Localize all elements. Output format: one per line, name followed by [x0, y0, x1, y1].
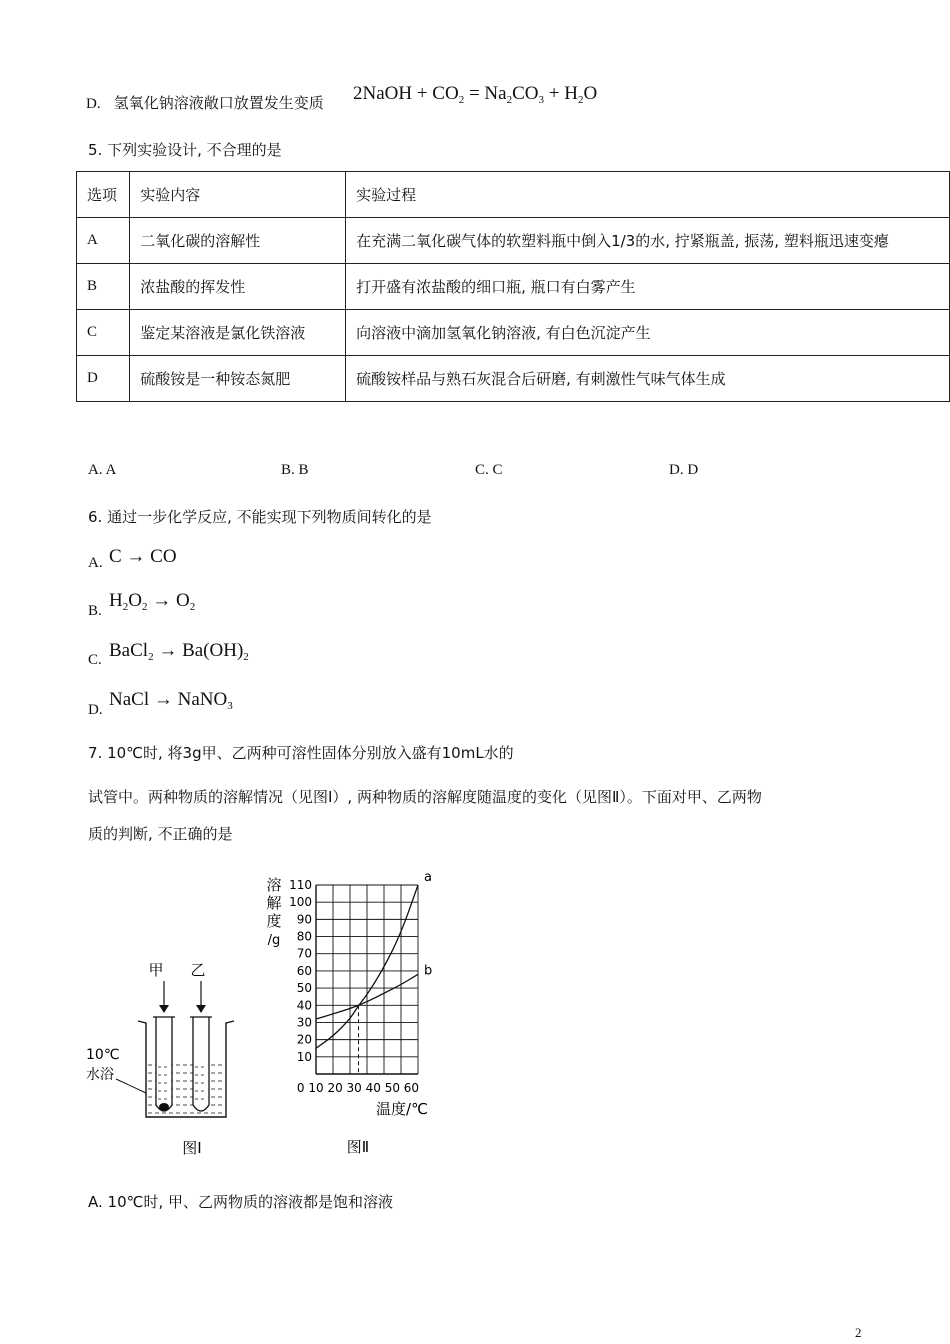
q5-choice-b[interactable]: B. B [281, 462, 309, 478]
table-header-row [77, 172, 950, 218]
table-header-cell: 实验过程 [346, 172, 950, 218]
y-axis-label [266, 876, 281, 948]
label-water-bath: 水浴 [86, 1067, 114, 1083]
q4-option-d-letter: D. [86, 96, 101, 112]
undissolved-solid [159, 1103, 169, 1111]
q7-stem-line1: 7. 10℃时, 将3g甲、乙两种可溶性固体分别放入盛有10mL水的 [88, 744, 514, 762]
q4-option-d [86, 92, 324, 113]
table-cell-option: C [77, 310, 130, 356]
figure-2-solubility-chart [258, 868, 448, 1160]
y-tick-label: 80 [296, 929, 312, 944]
y-label-char: 溶 [266, 876, 282, 894]
page-number: 2 [855, 1325, 862, 1340]
table-row [77, 310, 950, 356]
q7-option-a[interactable]: A. 10℃时, 甲、乙两物质的溶液都是饱和溶液 [88, 1193, 394, 1211]
y-tick-label: 90 [296, 912, 312, 927]
table-header-cell: 选项 [77, 172, 130, 218]
table-cell-option: B [77, 264, 130, 310]
table-cell-process: 向溶液中滴加氢氧化钠溶液, 有白色沉淀产生 [346, 310, 950, 356]
q6-option-a-letter[interactable]: A. [88, 555, 103, 571]
y-tick-label: 20 [296, 1032, 312, 1047]
y-tick-label: 110 [289, 878, 312, 892]
q5-stem: 5. 下列实验设计, 不合理的是 [88, 141, 282, 159]
q6-option-d-letter[interactable]: D. [88, 702, 103, 718]
q5-table [76, 171, 950, 402]
y-tick-label: 70 [296, 946, 312, 961]
y-tick-label: 40 [296, 998, 312, 1013]
q4-option-d-formula: 2NaOH + $CO_2 = Na_2CO_3 + H_2O$ [353, 83, 598, 106]
q6-option-b-formula: $H_2O_2 \to O_2$ [109, 590, 196, 613]
table-cell-option: D [77, 356, 130, 402]
table-cell-process: 打开盛有浓盐酸的细口瓶, 瓶口有白雾产生 [346, 264, 950, 310]
table-cell-content: 二氧化碳的溶解性 [130, 218, 346, 264]
table-cell-content: 硫酸铵是一种铵态氮肥 [130, 356, 346, 402]
label-yi: 乙 [190, 961, 206, 979]
table-cell-process: 在充满二氧化碳气体的软塑料瓶中倒入1/3的水, 拧紧瓶盖, 振荡, 塑料瓶迅速变瘪 [346, 218, 950, 264]
q4-option-d-text: 氢氧化钠溶液敞口放置发生变质 [113, 94, 324, 112]
table-header-cell: 实验内容 [130, 172, 346, 218]
y-label-char: 度 [266, 912, 282, 930]
y-tick-label: 60 [296, 963, 312, 978]
table-row [77, 218, 950, 264]
figure-1-caption: 图Ⅰ [182, 1139, 202, 1157]
label-10c: 10℃ [86, 1047, 120, 1063]
series-label-a: a [424, 870, 432, 885]
y-tick-label: 10 [296, 1049, 312, 1064]
beaker [138, 1021, 234, 1117]
table-cell-content: 鉴定某溶液是氯化铁溶液 [130, 310, 346, 356]
table-row [77, 356, 950, 402]
q5-choice-c[interactable]: C. C [475, 462, 503, 478]
q6-option-a-formula: C → CO [109, 546, 177, 567]
y-tick-label: 50 [296, 981, 312, 996]
test-tube-yi [193, 1017, 209, 1111]
figure-1-beaker-diagram [80, 955, 250, 1165]
q6-stem: 6. 通过一步化学反应, 不能实现下列物质间转化的是 [88, 508, 432, 526]
series-label-b: b [424, 963, 433, 979]
y-label-char: 解 [266, 894, 282, 912]
label-jia: 甲 [148, 961, 164, 979]
y-tick-labels [289, 878, 312, 1064]
y-tick-label: 30 [296, 1015, 312, 1030]
test-tube-jia [156, 1017, 172, 1111]
y-tick-label: 100 [289, 895, 312, 910]
table-row [77, 264, 950, 310]
q6-option-d-formula: NaCl → NaNO$_3$ [109, 689, 233, 712]
table-cell-option: A [77, 218, 130, 264]
x-tick-labels: 0 10 20 30 40 50 60 [296, 1081, 420, 1095]
arrow-yi-head [196, 1005, 206, 1013]
chart-grid [316, 885, 418, 1074]
q6-option-c-formula: BaCl$_2$ → $Ba(OH)_2$ [109, 640, 249, 663]
figure-2-caption: 图Ⅱ [346, 1138, 370, 1156]
arrow-jia-head [159, 1005, 169, 1013]
q7-stem-line2: 试管中。两种物质的溶解情况（见图I）, 两种物质的溶解度随温度的变化（见图Ⅱ）。下面对甲、乙两物 [88, 788, 762, 806]
y-label-char: /g [267, 933, 281, 948]
q5-choice-d[interactable]: D. D [669, 462, 699, 478]
q6-option-c-letter[interactable]: C. [88, 652, 102, 668]
q6-option-b-letter[interactable]: B. [88, 603, 102, 619]
table-cell-process: 硫酸铵样品与熟石灰混合后研磨, 有刺激性气味气体生成 [346, 356, 950, 402]
q5-choice-a[interactable]: A. A [88, 462, 117, 478]
label-leader-line [116, 1079, 146, 1093]
x-axis-label: 温度/℃ [376, 1100, 428, 1118]
table-cell-content: 浓盐酸的挥发性 [130, 264, 346, 310]
q7-stem-line3: 质的判断, 不正确的是 [88, 825, 233, 843]
